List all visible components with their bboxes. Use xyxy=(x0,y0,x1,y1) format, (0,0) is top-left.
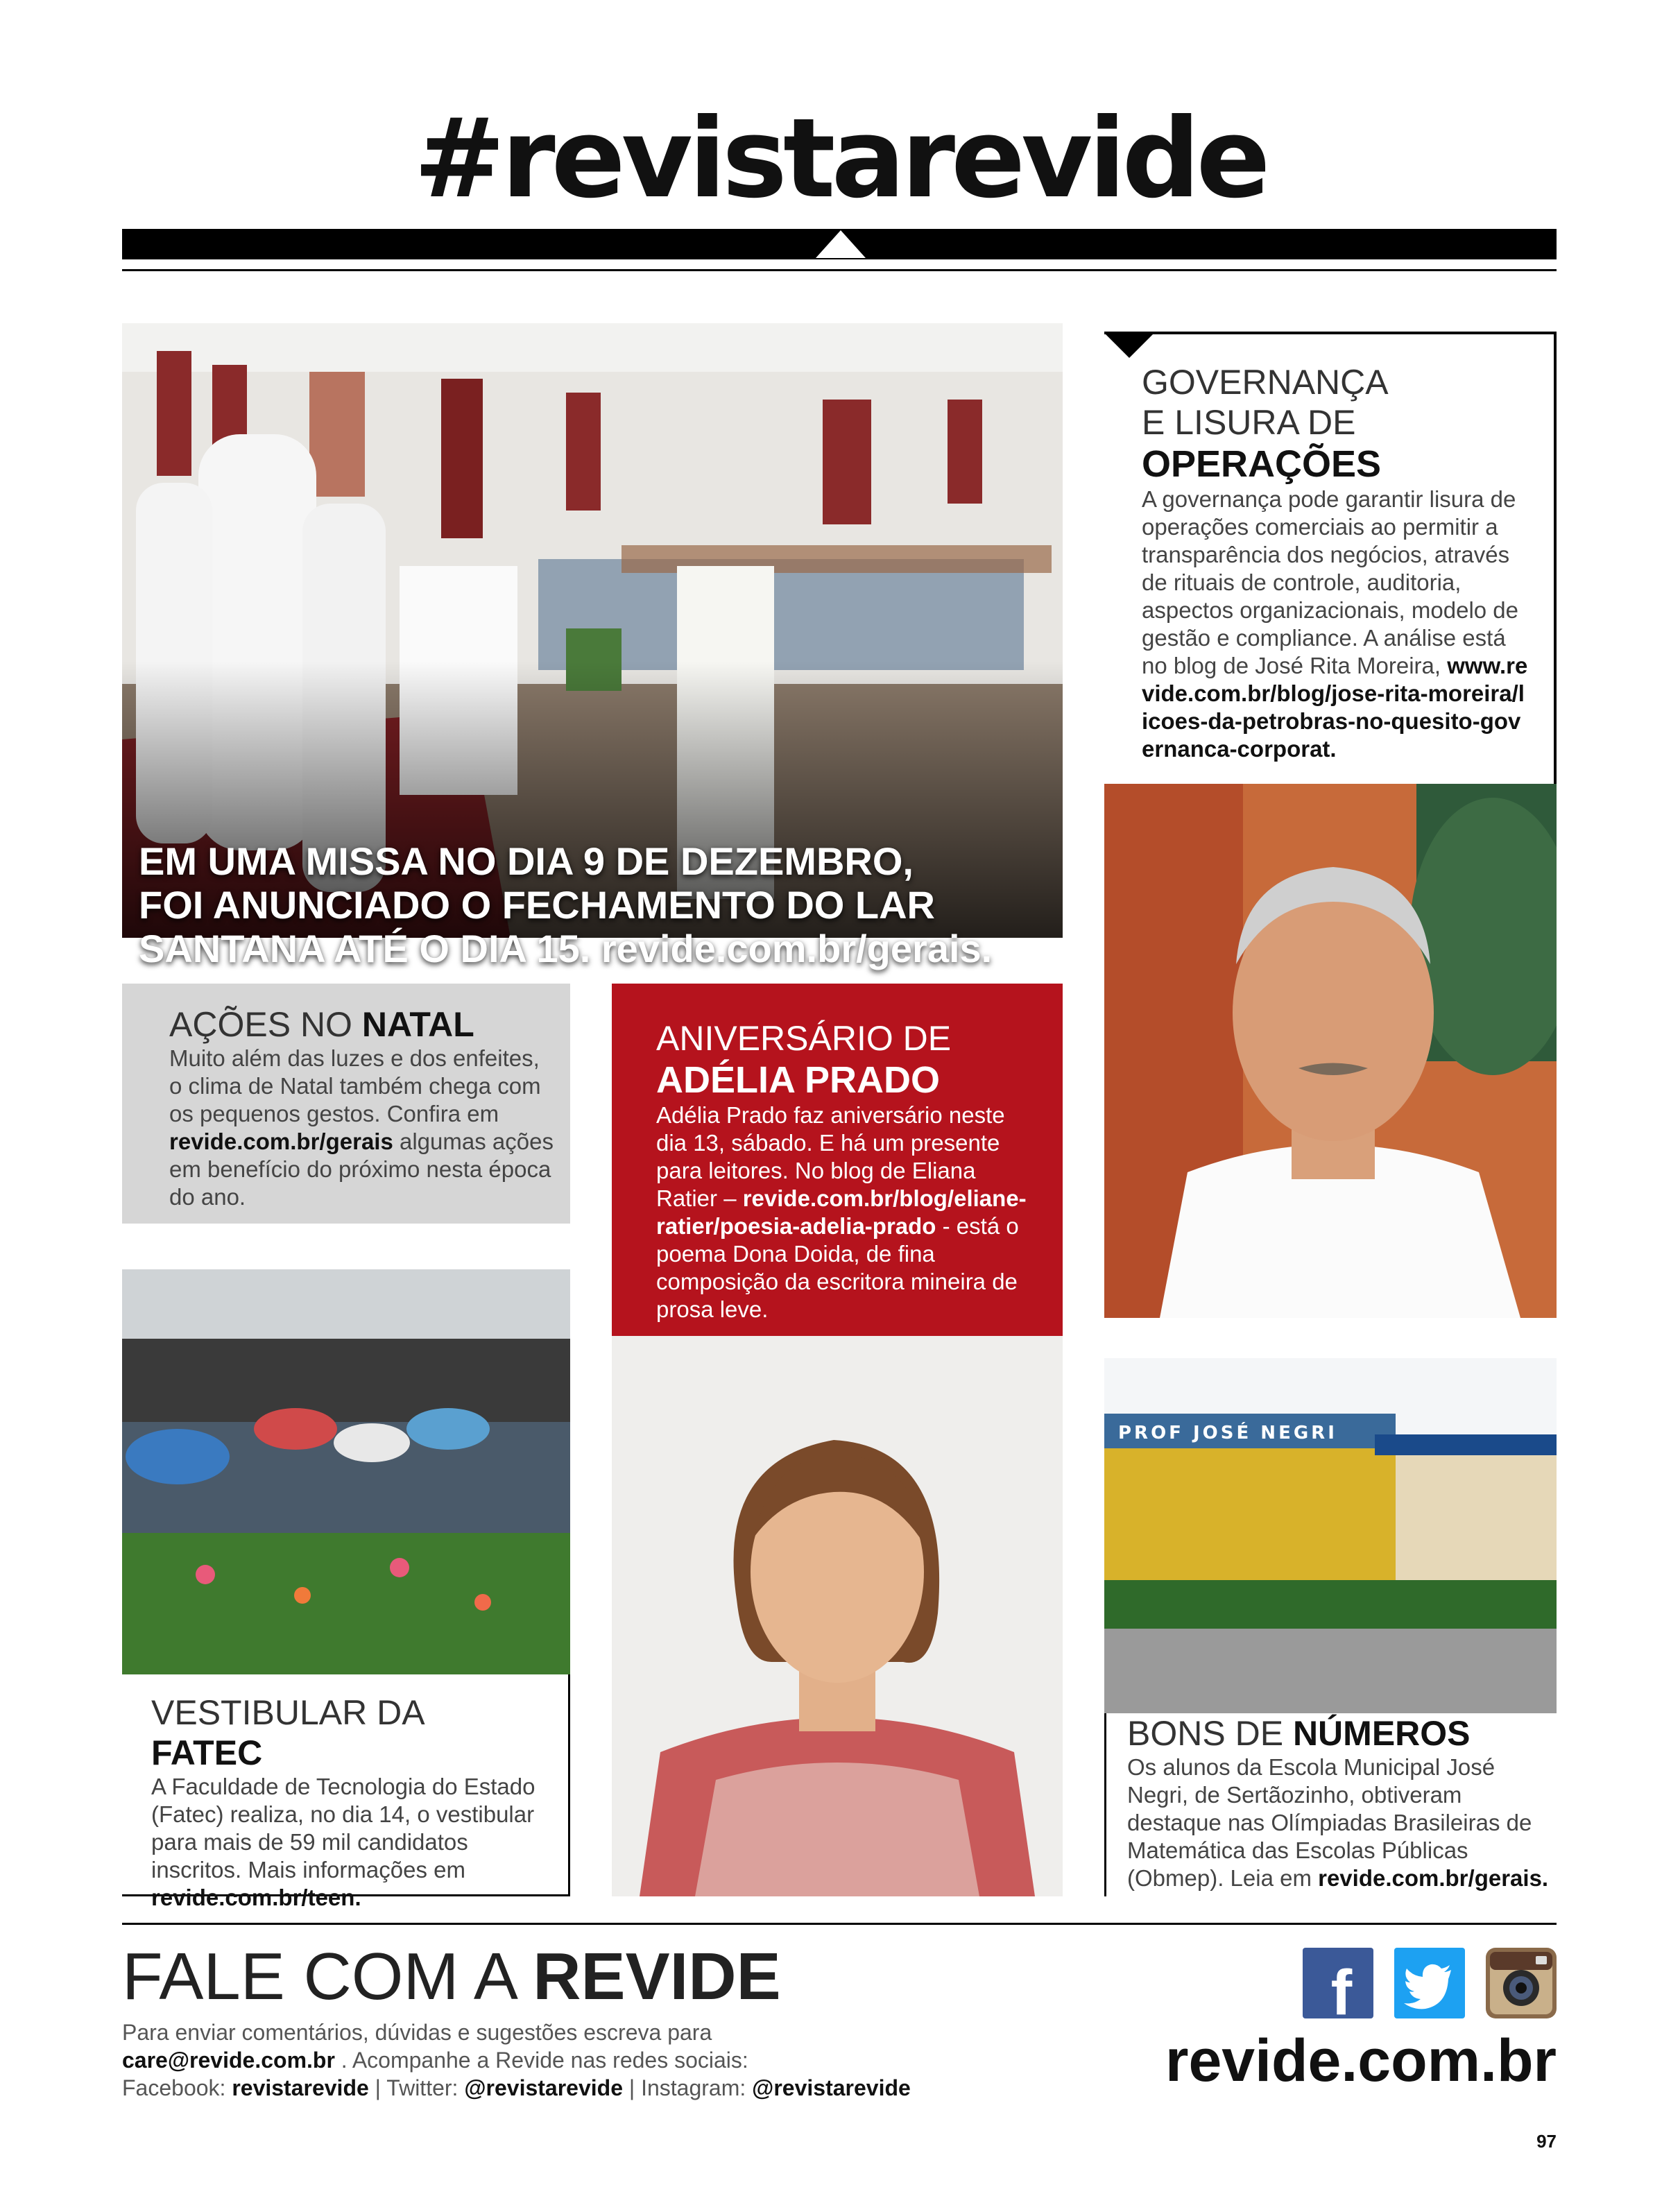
email-link[interactable]: care@revide.com.br xyxy=(122,2048,335,2073)
facebook-icon[interactable] xyxy=(1303,1948,1373,2018)
footer-rule xyxy=(122,1923,1557,1925)
fatec-title xyxy=(151,1692,540,1773)
adelia-body xyxy=(656,1101,1031,1323)
acoes-natal-title-light: AÇÕES NO xyxy=(169,1005,362,1044)
fatec-body xyxy=(151,1773,540,1912)
adelia-blog-link[interactable]: revide.com.br/blog/eliane-ratier/poesia-adelia-prado xyxy=(656,1185,1027,1239)
governanca-title-line-2: E LISURA DE xyxy=(1142,403,1356,442)
acoes-natal-title xyxy=(169,1004,558,1045)
acoes-natal-body-pre: Muito além das luzes e dos enfeites, o clima de Natal também chega com os pequenos gestos. Confira em xyxy=(169,1045,541,1126)
twitter-handle-link[interactable]: @revistarevide xyxy=(464,2075,623,2100)
fatec-link[interactable]: revide.com.br/teen. xyxy=(151,1885,361,1910)
bons-title xyxy=(1127,1713,1557,1754)
adelia-title-bold: ADÉLIA PRADO xyxy=(656,1059,941,1101)
adelia-prado-box xyxy=(612,984,1063,1336)
magazine-hashtag-title: #revistarevide xyxy=(413,95,1267,223)
facebook-glyph: f xyxy=(1330,1957,1353,2018)
facebook-label: Facebook: xyxy=(122,2075,232,2100)
acoes-natal-body xyxy=(169,1045,558,1211)
bons-numeros-box xyxy=(1104,1713,1557,1896)
caption-line-2: FOI ANUNCIADO O FECHAMENTO DO LAR xyxy=(139,883,935,927)
adelia-body-post: - está o poema Dona Doida, de fina composição da escritora mineira de prosa leve. xyxy=(656,1213,1019,1322)
fale-title-light: FALE COM A xyxy=(122,1939,533,2014)
header-rule xyxy=(122,269,1557,271)
adelia-prado-photo xyxy=(612,1336,1063,1896)
caption-line-3: SANTANA ATÉ O DIA 15. revide.com.br/gerais. xyxy=(139,927,993,970)
twitter-icon[interactable] xyxy=(1394,1948,1465,2018)
bons-numeros-article xyxy=(1127,1713,1557,1892)
school-sign-text: PROF JOSÉ NEGRI xyxy=(1118,1423,1337,1443)
jose-rita-moreira-photo xyxy=(1104,784,1557,1318)
acoes-natal-title-bold: NATAL xyxy=(361,1005,474,1044)
fatec-title-light: VESTIBULAR DA xyxy=(151,1693,423,1732)
instagram-icon[interactable] xyxy=(1486,1948,1557,2018)
fale-title-bold: REVIDE xyxy=(533,1939,781,2014)
adelia-body-pre: Adélia Prado faz aniversário neste dia 13, sábado. E há um presente para leitores. No blog de Eliana Ratier – xyxy=(656,1102,1005,1211)
acoes-natal-box xyxy=(122,984,570,1224)
fatec-article xyxy=(151,1692,540,1912)
bons-link[interactable]: revide.com.br/gerais. xyxy=(1318,1865,1549,1891)
acoes-natal-body-post: algumas ações em benefício do próximo nesta época do ano. xyxy=(169,1129,554,1210)
fale-com-revide-body xyxy=(122,2018,1024,2102)
fatec-body-pre: A Faculdade de Tecnologia do Estado (Fatec) realiza, no dia 14, o vestibular para mais de 59 mil candidatos inscritos. Mais informações em xyxy=(151,1774,535,1883)
governanca-blog-link[interactable]: www.revide.com.br/blog/jose-rita-moreira/licoes-da-petrobras-no-quesito-governanca-corporat. xyxy=(1142,653,1528,762)
adelia-prado-article xyxy=(656,1018,1031,1323)
fale-line-2 xyxy=(122,2046,1024,2074)
escola-jose-negri-photo xyxy=(1104,1358,1557,1713)
governanca-notch xyxy=(1106,334,1153,358)
governanca-body xyxy=(1142,486,1530,763)
bons-body xyxy=(1127,1754,1557,1892)
church-photo-caption xyxy=(139,839,1040,970)
adelia-title-light: ANIVERSÁRIO DE xyxy=(656,1019,952,1058)
governanca-article xyxy=(1142,362,1530,763)
bons-title-bold: NÚMEROS xyxy=(1292,1714,1471,1753)
governanca-title-bold: OPERAÇÕES xyxy=(1142,443,1382,485)
instagram-handle-link[interactable]: @revistarevide xyxy=(752,2075,911,2100)
acoes-natal-link[interactable]: revide.com.br/gerais xyxy=(169,1129,393,1154)
fatec-box xyxy=(122,1674,570,1910)
acoes-natal-article xyxy=(169,1004,558,1211)
caption-line-1: EM UMA MISSA NO DIA 9 DE DEZEMBRO, xyxy=(139,839,914,883)
twitter-label: | Twitter: xyxy=(368,2075,465,2100)
fale-line-1: Para enviar comentários, dúvidas e sugestões escreva para xyxy=(122,2020,712,2045)
header-notch xyxy=(816,230,866,258)
bons-body-pre: Os alunos da Escola Municipal José Negri, de Sertãozinho, obtiveram destaque nas Olímpiadas Brasileiras de Matemática das Escolas Públicas (Obmep). Leia em xyxy=(1127,1754,1532,1891)
page-number: 97 xyxy=(1536,2131,1557,2152)
fale-com-revide-title xyxy=(122,1939,781,2014)
fatec-vestibular-photo xyxy=(122,1269,570,1674)
fale-line-2-post: . Acompanhe a Revide nas redes sociais: xyxy=(334,2048,748,2073)
governanca-body-text: A governança pode garantir lisura de operações comerciais ao permitir a transparência dos negócios, através de rituais de controle, auditoria, aspectos organizacionais, modelo de gestão e compliance. A análise está no blog de José Rita Moreira, xyxy=(1142,486,1519,678)
facebook-handle-link[interactable]: revistarevide xyxy=(232,2075,369,2100)
fatec-title-bold: FATEC xyxy=(151,1733,263,1772)
governanca-title-line-1: GOVERNANÇA xyxy=(1142,363,1389,402)
bons-title-light: BONS DE xyxy=(1127,1714,1293,1753)
instagram-label: | Instagram: xyxy=(622,2075,753,2100)
fale-line-3 xyxy=(122,2074,1024,2102)
revide-site-url[interactable]: revide.com.br xyxy=(1165,2027,1557,2094)
